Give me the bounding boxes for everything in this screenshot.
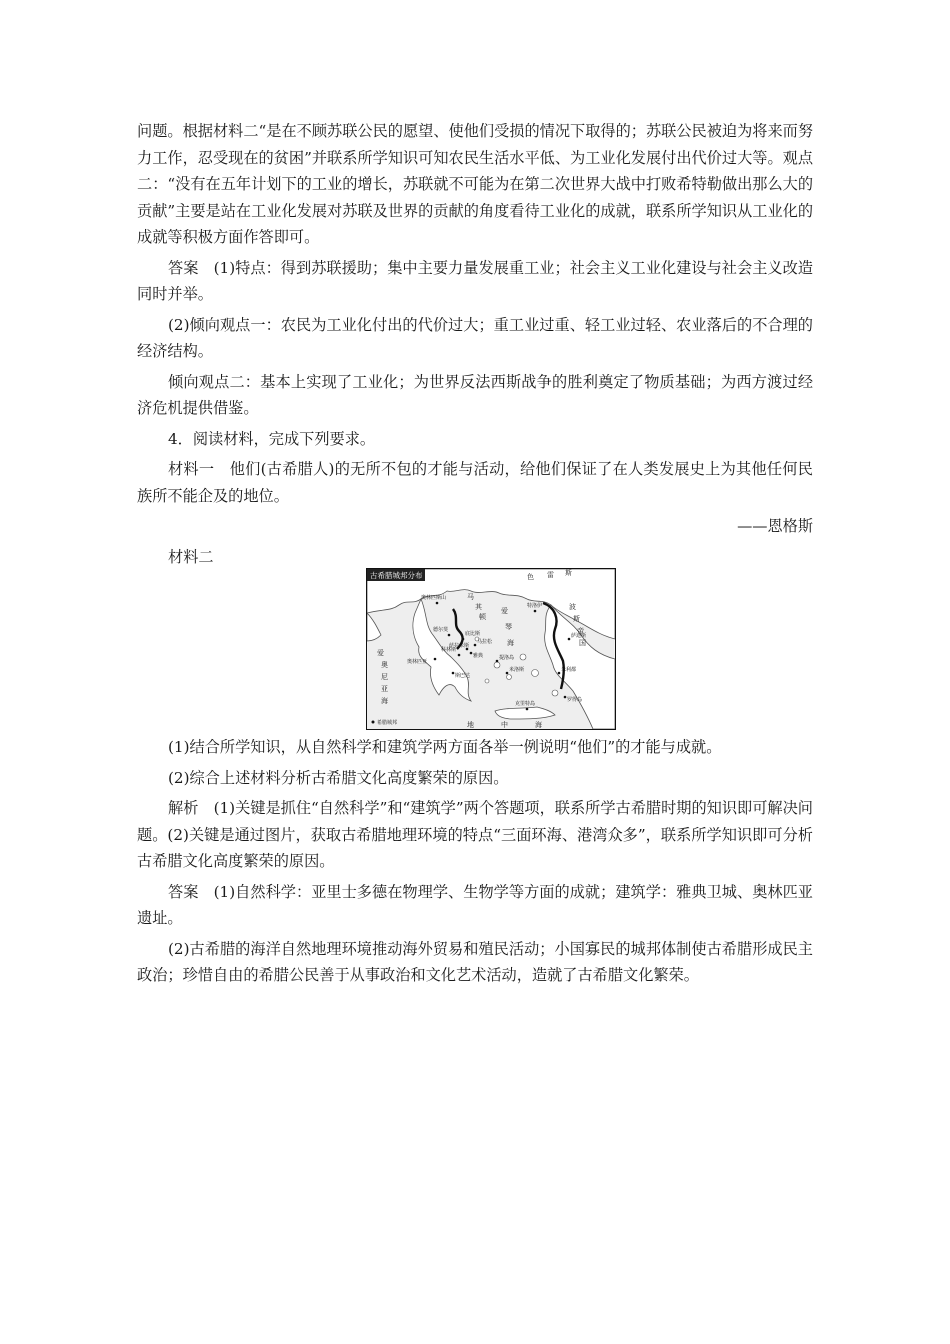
material-1: 材料一 他们(古希腊人)的无所不包的才能与活动，给他们保证了在人类发展史上为其他任何民族所不能企及的地位。	[137, 460, 813, 505]
region-thrace-2: 雷	[547, 571, 554, 579]
region-macedon-3: 顿	[479, 613, 486, 621]
city-dot	[452, 672, 455, 675]
city-label-sardis: 萨迪斯	[571, 633, 587, 639]
answer-2: (2)古希腊的海洋自然地理环境推动海外贸易和殖民活动；小国寡民的城邦体制使古希腊形成民主政治；珍惜自由的希腊公民善于从事政治和文化艺术活动，造就了古希腊文化繁荣。	[137, 939, 813, 984]
paragraph-analysis-continued: 问题。根据材料二“是在不顾苏联公民的愿望、使他们受损的情况下取得的；苏联公民被迫为将来而努力工作，忍受现在的贫困”并联系所学知识可知农民生活水平低、为工业化发展付出代价过大等。观点二：“没有在五年计划下的工业的增长，苏联就不可能为在第二次世界大战中打败希特勒做出那么大的贡献”主要是站在工业化发展对苏联及世界的贡献的角度看待工业化的成就，联系所学知识从工业化的成就等积极方面作答即可。	[137, 122, 814, 246]
region-persia-1: 波	[569, 603, 576, 611]
question-2: (2)综合上述材料分析古希腊文化高度繁荣的原因。	[168, 768, 509, 787]
city-dot	[436, 602, 439, 605]
city-label-delos: 提洛岛	[499, 655, 515, 661]
sea-west-label-3: 尼	[381, 673, 388, 681]
island-small-a	[485, 679, 489, 683]
city-dot	[448, 634, 451, 637]
city-dot	[564, 696, 567, 699]
island-rhodes	[552, 690, 558, 696]
region-persia-2: 斯	[573, 615, 580, 623]
sea-west-label-1: 爱	[377, 649, 384, 657]
city-dot	[496, 660, 499, 663]
legend-dot	[372, 721, 375, 724]
sea-aegean-1: 爱	[501, 607, 508, 615]
island-delos	[494, 662, 500, 668]
city-dot	[458, 654, 461, 657]
city-label-melos: 米洛斯	[509, 667, 525, 673]
city-label-salamis: 萨拉米斯	[449, 643, 470, 649]
city-dot	[470, 652, 473, 655]
sea-west-label-5: 海	[381, 697, 388, 705]
island-chios	[520, 654, 526, 660]
sea-south-1: 地	[467, 721, 474, 729]
question-4-heading: 4．阅读材料，完成下列要求。	[168, 429, 376, 448]
city-dot	[568, 638, 571, 641]
city-dot	[462, 638, 465, 641]
paragraph-answer-2-view1: (2)倾向观点一：农民为工业化付出的代价过大；重工业过重、轻工业过轻、农业落后的不合理的经济结构。	[137, 315, 813, 360]
region-macedon-2: 其	[475, 603, 482, 611]
map-title: 古希腊城邦分布	[370, 571, 423, 580]
region-thrace-1: 色	[527, 573, 534, 581]
analysis-paragraph: 解析 (1)关键是抓住“自然科学”和“建筑学”两个答题项，联系所学古希腊时期的知识即可解决问题。(2)关键是通过图片，获取古希腊地理环境的特点“三面环海、港湾众多”，联系所学知识即可分析古希腊文化高度繁荣的原因。	[137, 799, 813, 870]
city-dot	[506, 672, 509, 675]
material-2-label: 材料二	[168, 547, 214, 566]
city-label-delphi: 德尔斐	[433, 627, 449, 633]
city-dot	[526, 708, 529, 711]
city-dot	[434, 658, 437, 661]
region-persia-3: 帝	[577, 627, 584, 635]
city-dot	[534, 610, 537, 613]
greek-city-states-map	[366, 568, 616, 730]
answer-1: 答案 (1)自然科学：亚里士多德在物理学、生物学等方面的成就；建筑学：雅典卫城、奥林匹亚遗址。	[137, 882, 813, 927]
city-dot	[474, 644, 477, 647]
paragraph-answer-1: 答案 (1)特点：得到苏联援助；集中主要力量发展重工业；社会主义工业化建设与社会主义改造同时并举。	[137, 258, 813, 303]
island-samos	[532, 670, 539, 677]
sea-west-label-4: 亚	[381, 685, 388, 693]
sea-aegean-2: 琴	[505, 623, 512, 631]
sea-south-3: 海	[535, 721, 542, 729]
map-legend: 希腊城邦	[377, 720, 398, 726]
island-melos	[507, 675, 512, 680]
city-label-olympus: 奥林匹斯山	[421, 595, 447, 601]
city-label-corinth: 科林斯	[441, 647, 457, 653]
city-label-olympia: 奥林匹亚	[407, 659, 428, 665]
region-macedon-1: 马	[467, 593, 474, 601]
text-block-bottom	[137, 734, 813, 993]
region-persia-4: 国	[579, 639, 586, 647]
attribution: ——恩格斯	[737, 517, 813, 535]
city-label-troy: 特洛伊	[527, 603, 543, 609]
sea-aegean-3: 海	[507, 639, 514, 647]
city-dot	[558, 672, 561, 675]
question-1: (1)结合所学知识，从自然科学和建筑学两方面各举一例说明“他们”的才能与成就。	[168, 738, 722, 756]
city-label-athens: 雅典	[473, 653, 484, 659]
city-label-sparta: 斯巴达	[455, 673, 471, 679]
city-label-miletus: 米利都	[561, 667, 577, 673]
city-label-rhodes: 罗得岛	[567, 697, 583, 703]
city-label-crete: 克里特岛	[515, 701, 536, 707]
text-block-top	[137, 118, 813, 574]
city-label-thebes: 底比斯	[465, 631, 481, 637]
region-thrace-3: 斯	[565, 569, 572, 577]
sea-west-label-2: 奥	[381, 661, 388, 669]
sea-south-2: 中	[501, 721, 508, 729]
city-label-marathon: 马拉松	[477, 639, 493, 645]
paragraph-answer-2-view2: 倾向观点二：基本上实现了工业化；为世界反法西斯战争的胜利奠定了物质基础；为西方渡过经济危机提供借鉴。	[137, 372, 813, 417]
